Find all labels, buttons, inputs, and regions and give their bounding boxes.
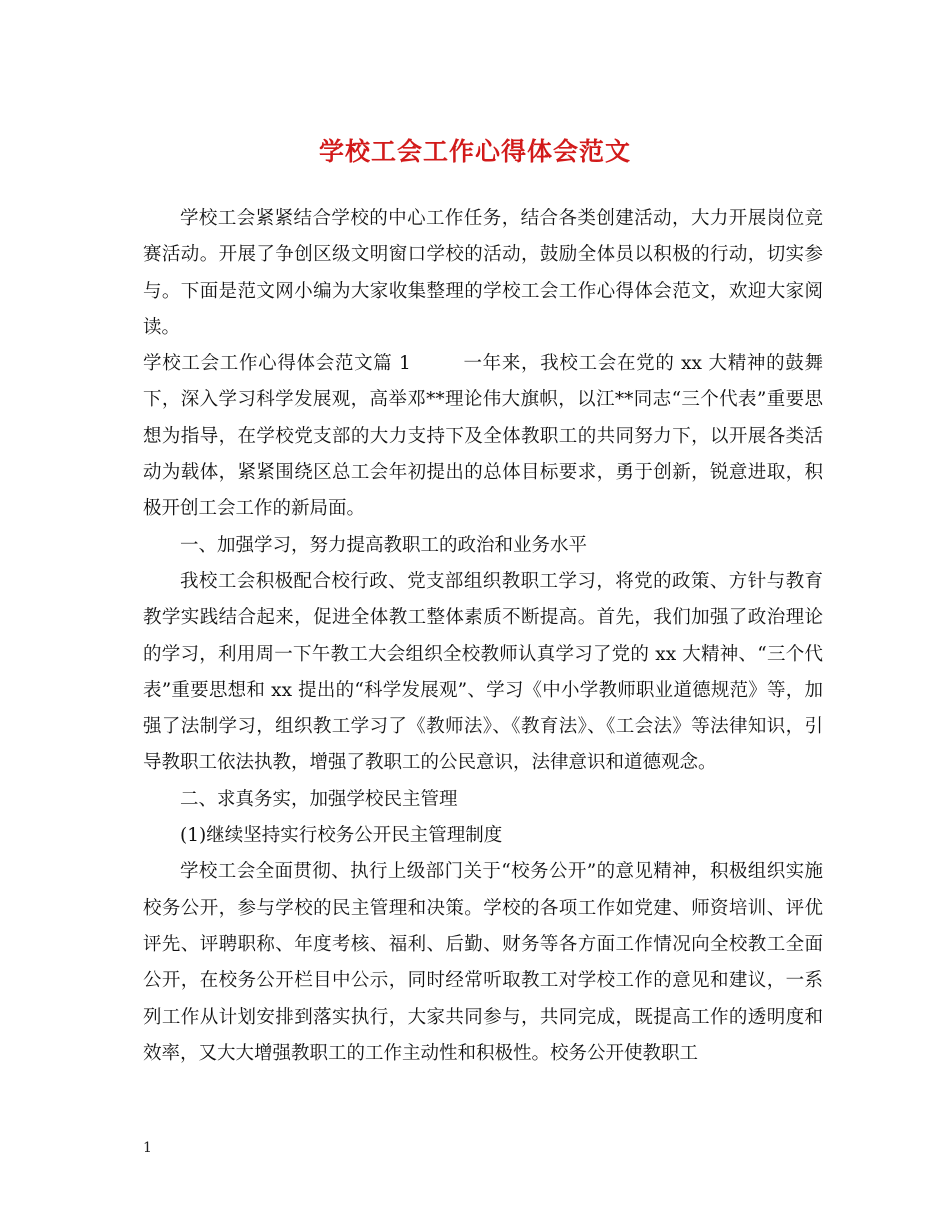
heading-1: 一、加强学习，努力提高教职工的政治和业务水平: [180, 534, 588, 556]
paragraph-1: 我校工会积极配合校行政、党支部组织教职工学习，将党的政策、方针与教育教学实践结合起来，促进全体教工整体素质不断提高。首先，我们加强了政治理论的学习，利用周一下午教工大会组织全校教师认真学习了党的 xx 大精神、“三个代表”重要思想和 xx 提出的“科学发展观”、学习《中小学教师职业道德规范》等，加强了法制学习，组织教工学习了《教师法》、《教育法》、《工会法》等法律知识，引导教职工依法执教，增强了教职工的公民意识，法律意识和道德观念。: [143, 570, 823, 774]
section-text: 一年来，我校工会在党的 xx 大精神的鼓舞下，深入学习科学发展观，高举邓**理论伟大旗帜，以江**同志“三个代表”重要思想为指导，在学校党支部的大力支持下及全体教职工的共同努力下，以开展各类活动为载体，紧紧围绕区总工会年初提出的总体目标要求，勇于创新，锐意进取，积极开创工会工作的新局面。: [143, 353, 823, 520]
section-label: 学校工会工作心得体会范文篇 1: [143, 353, 411, 375]
section-paragraph: [143, 346, 823, 527]
document-body: [143, 201, 823, 1072]
document-title: 学校工会工作心得体会范文: [318, 137, 631, 166]
paragraph-2: 学校工会全面贯彻、执行上级部门关于“校务公开”的意见精神，积极组织实施校务公开，参与学校的民主管理和决策。学校的各项工作如党建、师资培训、评优评先、评聘职称、年度考核、福利、后勤、财务等各方面工作情况向全校教工全面公开，在校务公开栏目中公示，同时经常听取教工对学校工作的意见和建议，一系列工作从计划安排到落实执行，大家共同参与，共同完成，既提高工作的透明度和效率，又大大增强教职工的工作主动性和积极性。校务公开使教职工: [143, 861, 823, 1064]
heading-2: 二、求真务实，加强学校民主管理: [180, 788, 458, 810]
intro-paragraph: 学校工会紧紧结合学校的中心工作任务，结合各类创建活动，大力开展岗位竞赛活动。开展了争创区级文明窗口学校的活动，鼓励全体员以积极的行动，切实参与。下面是范文网小编为大家收集整理的学校工会工作心得体会范文，欢迎大家阅读。: [143, 208, 823, 338]
page-number: 1: [143, 1140, 152, 1156]
subheading: (1)继续坚持实行校务公开民主管理制度: [180, 825, 503, 847]
